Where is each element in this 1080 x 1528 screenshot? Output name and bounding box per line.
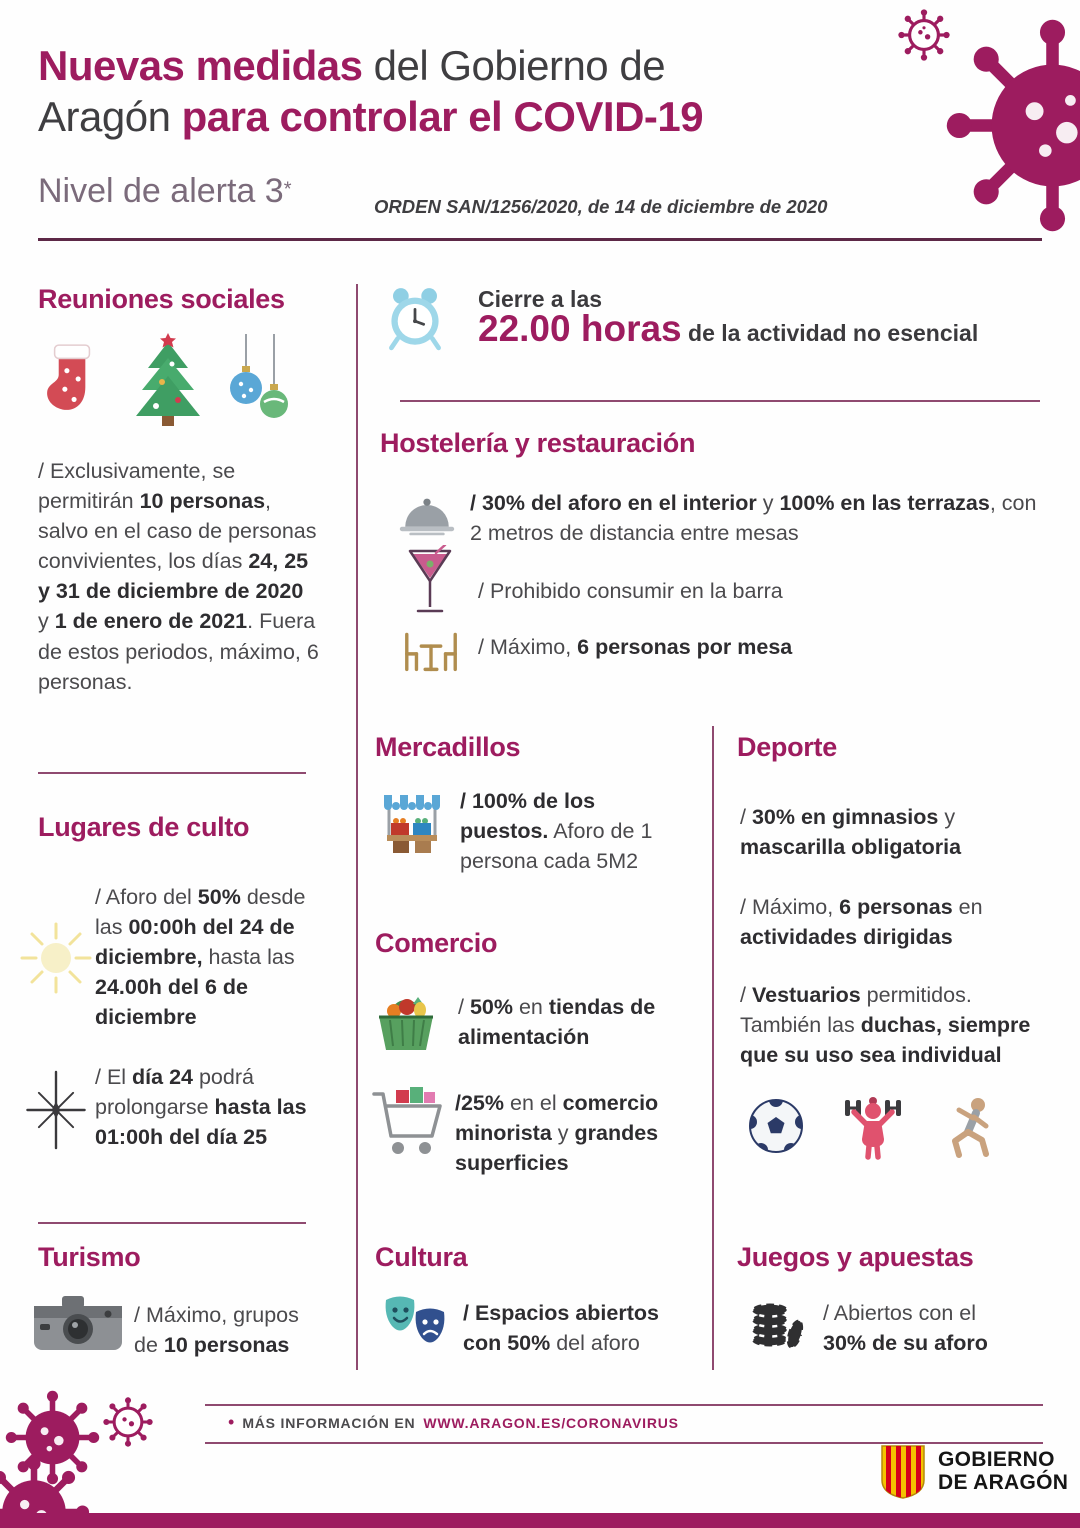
text-segment: 10 personas <box>139 489 266 514</box>
alert-level <box>38 172 291 211</box>
reuniones-text <box>38 456 320 697</box>
juegos-item <box>823 1298 1018 1358</box>
camera-icon <box>32 1292 124 1354</box>
soccer-ball-icon <box>748 1098 804 1154</box>
closure-tail: de la actividad no esencial <box>681 320 979 346</box>
culto-item-aforo <box>95 882 337 1032</box>
main-title <box>38 40 888 142</box>
text-segment: / Espacios abiertos con 50% <box>463 1301 659 1356</box>
footer-info <box>228 1412 679 1433</box>
text-segment: tiendas de alimentación <box>458 995 656 1050</box>
text-segment: 6 personas por mesa <box>577 635 793 659</box>
text-segment: y <box>756 491 780 515</box>
text-segment: . Fuera de estos periodos, máximo, 6 personas. <box>38 609 319 694</box>
text-segment: 100% en las terrazas <box>779 491 990 515</box>
mercadillos-item <box>460 786 685 876</box>
text-segment: , con 2 metros de distancia entre mesas <box>470 491 1037 546</box>
footer-info-label: MÁS INFORMACIÓN EN <box>242 1414 416 1431</box>
footer-info-link[interactable]: WWW.ARAGON.ES/CORONAVIRUS <box>423 1414 679 1431</box>
title-plain-1: del Gobierno de <box>362 42 666 89</box>
closure-time-line <box>478 308 978 350</box>
text-segment: y <box>551 1121 575 1146</box>
divider <box>38 1222 306 1224</box>
text-segment: / Abiertos con el <box>823 1301 976 1325</box>
text-segment: y <box>38 609 55 634</box>
text-segment: Vestuarios <box>751 983 861 1007</box>
text-segment: / Máximo, <box>478 635 578 659</box>
closure-intro: Cierre a las <box>478 286 603 312</box>
logo-line2: DE ARAGÓN <box>938 1471 1069 1494</box>
text-segment: 24.00h del 6 de diciembre <box>95 975 248 1030</box>
divider <box>205 1404 1043 1406</box>
header-divider <box>38 238 1042 241</box>
alarm-clock-icon <box>382 282 448 354</box>
comercio-item-minorista <box>455 1088 700 1178</box>
table-chairs-icon <box>400 626 462 674</box>
bottom-accent-bar <box>0 1513 1080 1528</box>
cultura-item <box>463 1298 693 1358</box>
text-segment: 6 personas <box>839 895 953 919</box>
gobierno-aragon-logo <box>880 1444 1068 1500</box>
text-segment: y <box>938 805 956 829</box>
bullet-icon: • <box>228 1412 235 1432</box>
text-segment: / 30% del aforo en el interior <box>470 491 757 515</box>
text-segment: comercio minorista <box>455 1091 659 1146</box>
christmas-stocking-icon <box>40 340 102 426</box>
alert-level-text: Nivel de alerta 3 <box>38 172 284 210</box>
turismo-item <box>134 1300 319 1360</box>
text-segment: del aforo <box>550 1331 640 1356</box>
comercio-item-alimentacion <box>458 992 693 1052</box>
shopping-cart-icon <box>370 1084 446 1170</box>
text-segment: 30% de su aforo <box>823 1331 988 1356</box>
star-icon <box>16 1068 96 1152</box>
weights-icon <box>842 1094 904 1160</box>
divider <box>38 772 306 774</box>
hosteleria-item-barra <box>478 576 1018 606</box>
ornaments-icon <box>224 334 296 426</box>
reuniones-title: Reuniones sociales <box>38 284 285 314</box>
food-basket-icon <box>374 986 438 1052</box>
culto-title: Lugares de culto <box>38 812 250 842</box>
mercadillos-title: Mercadillos <box>375 732 521 762</box>
text-segment: / Máximo, <box>740 895 840 919</box>
virus-icon <box>102 1396 154 1448</box>
text-segment: / Exclusivamente, se permitirán <box>38 459 236 514</box>
text-segment: Aforo de 1 persona cada 5M2 <box>460 819 653 874</box>
deporte-title: Deporte <box>737 732 837 762</box>
text-segment: / Máximo, grupos de <box>134 1303 299 1358</box>
runner-icon <box>942 1096 998 1160</box>
deporte-item-gimnasios <box>740 802 1030 862</box>
text-segment: 00:00h del 24 de diciembre, <box>95 915 295 970</box>
culto-item-dia24 <box>95 1062 337 1152</box>
title-plain-2: Aragón <box>38 93 182 141</box>
closure-time: 22.00 horas <box>478 308 682 349</box>
sun-icon <box>14 916 98 1000</box>
text-segment: /25% <box>455 1091 505 1115</box>
text-segment: 1 de enero de 2021 <box>54 609 248 634</box>
comercio-title: Comercio <box>375 928 498 958</box>
hosteleria-item-aforo <box>470 488 1040 548</box>
text-segment: / Prohibido consumir en la barra <box>478 579 783 603</box>
virus-icon <box>945 18 1080 233</box>
text-segment: podrá prolongarse <box>95 1065 254 1120</box>
hosteleria-item-mesa <box>478 632 1018 662</box>
text-segment: / El <box>95 1065 133 1089</box>
text-segment: hasta las <box>202 945 295 970</box>
text-segment: hasta las 01:00h del día 25 <box>95 1095 307 1150</box>
order-reference: ORDEN SAN/1256/2020, de 14 de diciembre de 2020 <box>374 196 828 217</box>
christmas-tree-icon <box>126 332 210 428</box>
text-segment: / Aforo del <box>95 885 198 909</box>
text-segment: duchas, siempre que su uso sea individual <box>740 1013 1031 1068</box>
cloche-icon <box>398 490 456 538</box>
poker-chips-icon <box>748 1292 806 1354</box>
text-segment: actividades dirigidas <box>740 925 953 950</box>
title-accent-2: para controlar el COVID-19 <box>181 93 704 141</box>
cultura-title: Cultura <box>375 1242 468 1272</box>
title-accent-1: Nuevas medidas <box>38 42 363 89</box>
text-segment: día 24 <box>132 1065 193 1089</box>
turismo-title: Turismo <box>38 1242 141 1272</box>
text-segment: / 100% de los puestos. <box>460 789 596 844</box>
text-segment: 30% en gimnasios <box>751 805 939 829</box>
text-segment: 50% <box>469 995 513 1019</box>
logo-line1: GOBIERNO <box>938 1448 1055 1472</box>
divider <box>712 726 714 1370</box>
text-segment: / <box>740 983 752 1007</box>
market-stall-icon <box>383 793 441 857</box>
text-segment: / <box>458 995 470 1019</box>
text-segment: 24, 25 y 31 de diciembre de 2020 <box>38 549 309 604</box>
alert-asterisk: * <box>283 178 292 201</box>
theater-masks-icon <box>383 1292 451 1352</box>
text-segment: en <box>513 995 549 1019</box>
cocktail-icon <box>408 545 452 619</box>
text-segment: en el <box>504 1091 563 1115</box>
text-segment: / <box>740 805 752 829</box>
divider <box>400 400 1040 402</box>
text-segment: en <box>952 895 983 919</box>
deporte-item-vestuarios <box>740 980 1045 1070</box>
juegos-title: Juegos y apuestas <box>737 1242 974 1272</box>
text-segment: mascarilla obligatoria <box>740 835 962 860</box>
text-segment: grandes superficies <box>455 1121 659 1176</box>
text-segment: 10 personas <box>163 1333 290 1358</box>
text-segment: permitidos. También las <box>740 983 972 1038</box>
virus-icon <box>897 8 951 62</box>
divider <box>356 284 358 1370</box>
text-segment: , salvo en el caso de personas convivientes, los días <box>38 489 317 574</box>
deporte-item-actividades <box>740 892 1030 952</box>
text-segment: desde las <box>95 885 306 940</box>
text-segment: 50% <box>197 885 241 909</box>
hosteleria-title: Hostelería y restauración <box>380 428 696 458</box>
logo-text <box>938 1449 1068 1494</box>
aragon-shield-icon <box>880 1444 926 1500</box>
